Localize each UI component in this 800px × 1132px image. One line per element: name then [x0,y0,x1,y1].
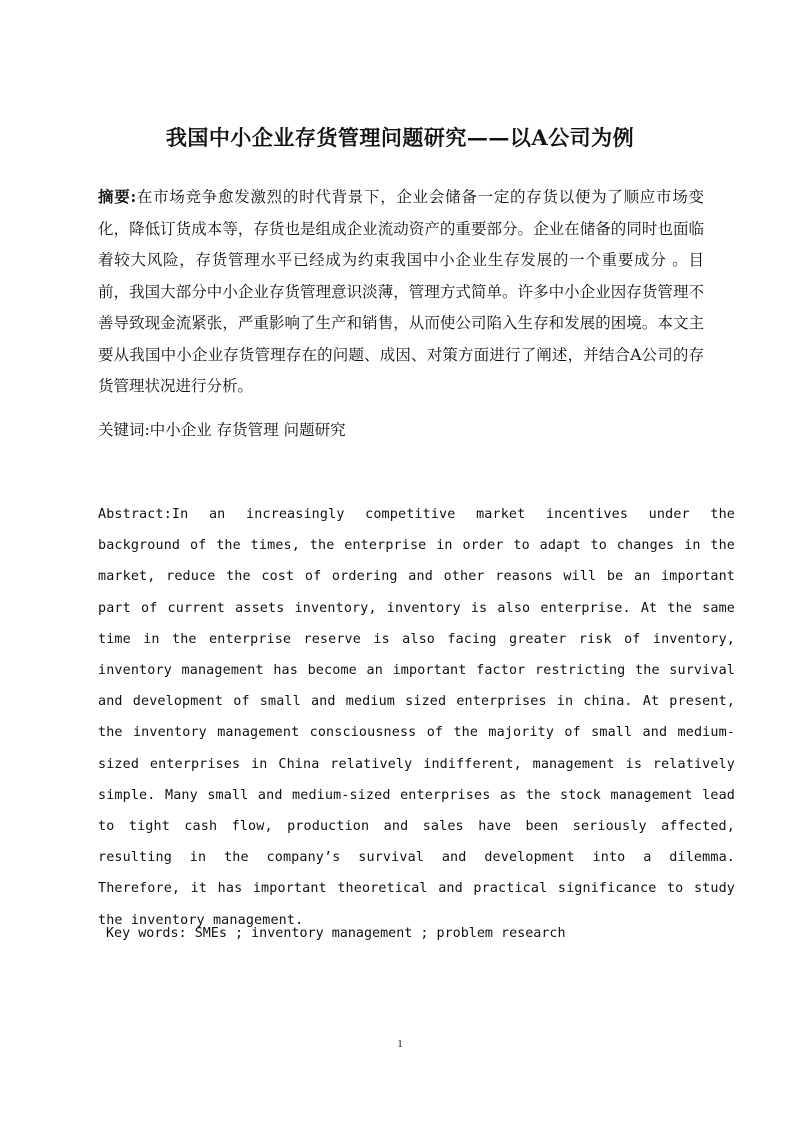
english-abstract [98,499,735,936]
chinese-abstract-label: 摘要: [98,187,137,206]
chinese-keywords [98,415,704,446]
page-title: 我国中小企业存货管理问题研究——以A公司为例 [165,125,635,150]
english-keywords-label: Key words: [106,926,187,941]
english-keywords-value: SMEs ; inventory management ; problem research [194,926,566,941]
page-number: 1 [397,1038,403,1050]
chinese-keywords-value: 中小企业 存货管理 问题研究 [149,421,346,439]
chinese-keywords-label: 关键词: [98,421,150,439]
english-abstract-label: Abstract: [98,507,172,522]
english-keywords [106,920,726,948]
chinese-abstract [98,181,704,403]
chinese-abstract-text: 在市场竞争愈发激烈的时代背景下，企业会储备一定的存货以便为了顺应市场变化，降低订货成本等，存货也是组成企业流动资产的重要部分。企业在储备的同时也面临着较大风险，存货管理水平已经成为约束我国中小企业生存发展的一个重要成分 。目前，我国大部分中小企业存货管理意识淡薄，管理方式简单。许多中小企业因存货管理不善导致现金流紧张，严重影响了生产和销售，从而使公司陷入生存和发展的困境。本文主要从我国中小企业存货管理存在的问题、成因、对策方面进行了阐述，并结合A公司的存货管理状况进行分析。 [98,188,704,395]
english-abstract-text: In an increasingly competitive market incentives under the background of the times, the enterprise in order to adapt to changes in the market, reduce the cost of ordering and other reasons will be an important part of current assets inventory, inventory is also enterprise. At the same time in the enterprise reserve is also facing greater risk of inventory, inventory management has become an important factor restricting the survival and development of small and medium sized enterprises in china. At present, the inventory management consciousness of the majority of small and medium-sized enterprises in China relatively indifferent, management is relatively simple. Many small and medium-sized enterprises as the stock management lead to tight cash flow, production and sales have been seriously affected, resulting in the company’s survival and development into a dilemma. Therefore, it has important theoretical and practical significance to study the inventory management. [98,507,735,928]
